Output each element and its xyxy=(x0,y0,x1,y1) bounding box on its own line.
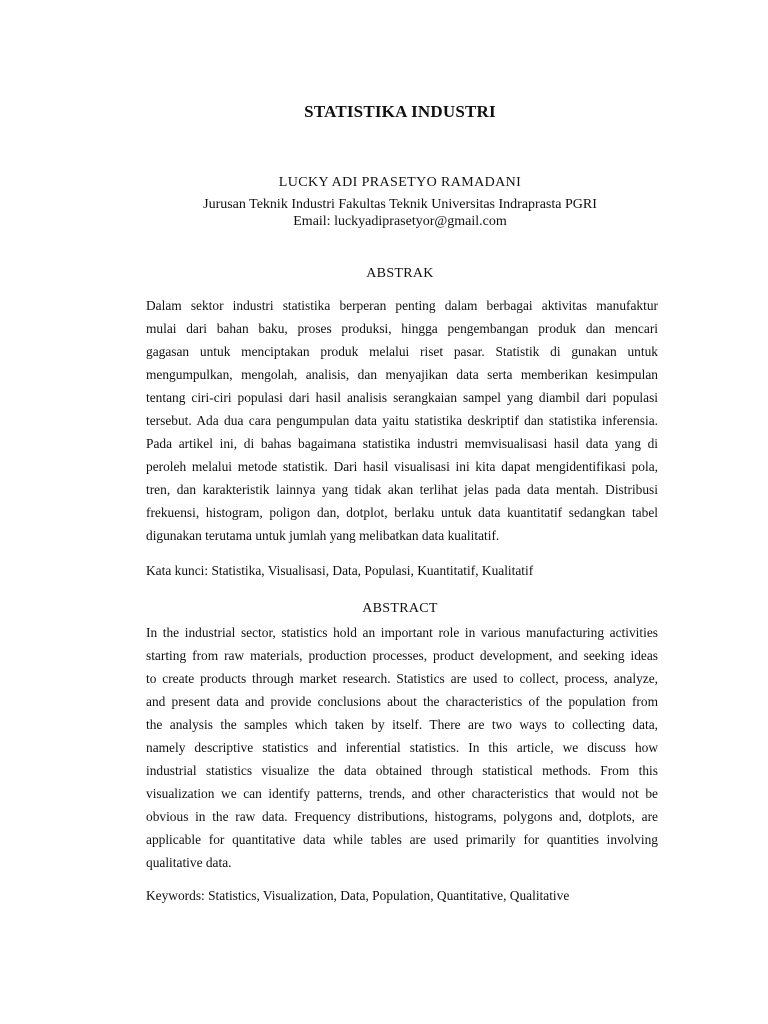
author-email: Email: luckyadiprasetyor@gmail.com xyxy=(293,214,507,229)
abstrak-line: mulai dari bahan baku, proses produksi, hingga pengembangan produk dan mencari xyxy=(146,321,658,336)
abstrak-line: frekuensi, histogram, poligon dan, dotplot, berlaku untuk data kuantitatif sedangkan tabel xyxy=(146,505,658,520)
abstract-line: to create products through market research. Statistics are used to collect, process, analyze, xyxy=(146,671,658,686)
abstrak-line: mengumpulkan, mengolah, analisis, dan menyajikan data serta memberikan kesimpulan xyxy=(146,367,658,382)
abstract-line: namely descriptive statistics and inferential statistics. In this article, we discuss how xyxy=(146,740,658,755)
abstrak-line: tersebut. Ada dua cara pengumpulan data yaitu statistika deskriptif dan statistika inferensia. xyxy=(146,413,658,428)
abstrak-body xyxy=(146,294,658,547)
abstrak-heading: ABSTRAK xyxy=(366,266,434,281)
abstract-keywords: Keywords: Statistics, Visualization, Data, Population, Quantitative, Qualitative xyxy=(146,888,570,903)
abstrak-line: tentang ciri-ciri populasi dari hasil analisis serangkaian sampel yang diambil dari populasi xyxy=(146,390,658,405)
abstrak-line: digunakan terutama untuk jumlah yang melibatkan data kualitatif. xyxy=(146,528,500,543)
abstrak-line: peroleh melalui metode statistik. Dari hasil visualisasi ini kita dapat mengidentifikasi pola, xyxy=(146,459,658,474)
author-name: LUCKY ADI PRASETYO RAMADANI xyxy=(278,175,522,190)
abstrak-line: Dalam sektor industri statistika berperan penting dalam berbagai aktivitas manufaktur xyxy=(146,298,658,313)
paper-title: STATISTIKA INDUSTRI xyxy=(304,102,496,121)
abstrak-keywords: Kata kunci: Statistika, Visualisasi, Data, Populasi, Kuantitatif, Kualitatif xyxy=(146,563,534,578)
abstrak-line: tren, dan karakteristik lainnya yang tidak akan terlihat jelas pada data mentah. Distribusi xyxy=(146,482,658,497)
abstract-body xyxy=(146,621,658,874)
abstract-line: starting from raw materials, production processes, product development, and seeking ideas xyxy=(146,648,658,663)
abstract-line: applicable for quantitative data while tables are used primarily for quantities involving xyxy=(146,832,658,847)
abstract-heading: ABSTRACT xyxy=(362,601,438,616)
author-affiliation: Jurusan Teknik Industri Fakultas Teknik Universitas Indraprasta PGRI xyxy=(203,197,597,212)
abstrak-line: gagasan untuk menciptakan produk melalui riset pasar. Statistik di gunakan untuk xyxy=(146,344,658,359)
abstract-line: In the industrial sector, statistics hold an important role in various manufacturing activities xyxy=(146,625,658,640)
abstract-line: the analysis the samples which taken by itself. There are two ways to collecting data, xyxy=(146,717,658,732)
abstract-line: qualitative data. xyxy=(146,855,232,870)
abstract-line: obvious in the raw data. Frequency distributions, histograms, polygons and, dotplots, are xyxy=(146,809,658,824)
abstract-line: and present data and provide conclusions about the characteristics of the population from xyxy=(146,694,658,709)
abstract-line: visualization we can identify patterns, trends, and other characteristics that would not be xyxy=(146,786,658,801)
abstract-line: industrial statistics visualize the data obtained through statistical methods. From this xyxy=(146,763,658,778)
abstrak-line: Pada artikel ini, di bahas bagaimana statistika industri memvisualisasi hasil data yang di xyxy=(146,436,658,451)
